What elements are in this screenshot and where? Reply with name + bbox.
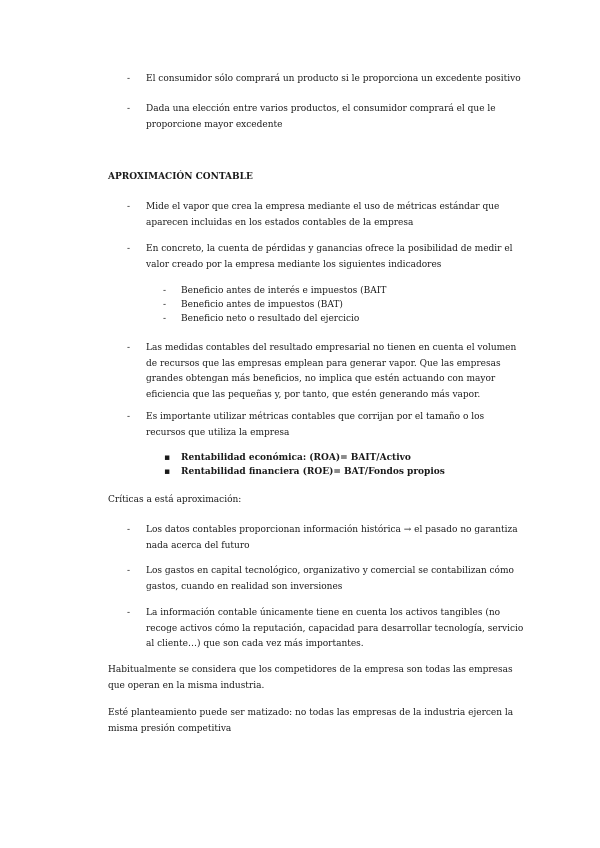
paragraph: Habitualmente se considera que los competidores de la empresa son todas las empresas que operan en la misma industria. (108, 665, 513, 691)
list-dash: - (127, 343, 131, 353)
indicator-item: Beneficio antes de interés e impuestos (BAIT (181, 286, 387, 296)
paragraph: Esté planteamiento puede ser matizado: no todas las empresas de la industria ejercen la misma presión competitiva (108, 708, 514, 734)
list-item: Los datos contables proporcionan información histórica → el pasado no garantiza nada acerca del futuro (146, 525, 518, 551)
indicator-item: Beneficio neto o resultado del ejercicio (181, 314, 360, 324)
list-item: Mide el vapor que crea la empresa mediante el uso de métricas estándar que aparecen incluidas en los estados contables de la empresa (146, 202, 500, 228)
list-dash: - (127, 608, 131, 618)
sublist-dash: - (163, 286, 167, 296)
list-dash: - (127, 244, 131, 254)
list-dash: - (127, 566, 131, 576)
sublist-dash: - (163, 314, 167, 324)
list-item: El consumidor sólo comprará un producto si le proporciona un excedente positivo (146, 74, 521, 84)
list-dash: - (127, 412, 131, 422)
list-item: Las medidas contables del resultado empresarial no tienen en cuenta el volumen de recursos que las empresas emplean para generar vapor. Que las empresas grandes obtengan más beneficios, no implica que estén actuando con mayor eficiencia que las pequeñas y, por tanto, que estén generando más vapor. (146, 343, 517, 400)
bullet-square-icon: ▪ (164, 467, 171, 477)
list-item: Dada una elección entre varios productos, el consumidor comprará el que le proporcione mayor excedente (146, 104, 496, 130)
list-dash: - (127, 202, 131, 212)
sublist-dash: - (163, 300, 167, 310)
list-dash: - (127, 525, 131, 535)
critic-intro: Críticas a está aproximación: (108, 495, 242, 505)
ratio-item: Rentabilidad económica: (ROA)= BAIT/Activo (181, 453, 411, 463)
list-item: La información contable únicamente tiene en cuenta los activos tangibles (no recoge activos cómo la reputación, capacidad para desarrollar tecnología, servicio al cliente…) que son cada vez más importantes. (146, 608, 524, 649)
list-item: Los gastos en capital tecnológico, organizativo y comercial se contabilizan cómo gastos, cuando en realidad son inversiones (146, 566, 514, 592)
ratio-item: Rentabilidad financiera (ROE)= BAT/Fondos propios (181, 467, 445, 477)
section-heading: APROXIMACIÓN CONTABLE (108, 172, 253, 182)
list-item: En concreto, la cuenta de pérdidas y ganancias ofrece la posibilidad de medir el valor creado por la empresa mediante los siguientes indicadores (146, 244, 513, 270)
list-dash: - (127, 74, 131, 84)
list-item: Es importante utilizar métricas contables que corrijan por el tamaño o los recursos que utiliza la empresa (146, 412, 485, 438)
indicator-item: Beneficio antes de impuestos (BAT) (181, 300, 343, 310)
list-dash: - (127, 104, 131, 114)
bullet-square-icon: ▪ (164, 453, 171, 463)
